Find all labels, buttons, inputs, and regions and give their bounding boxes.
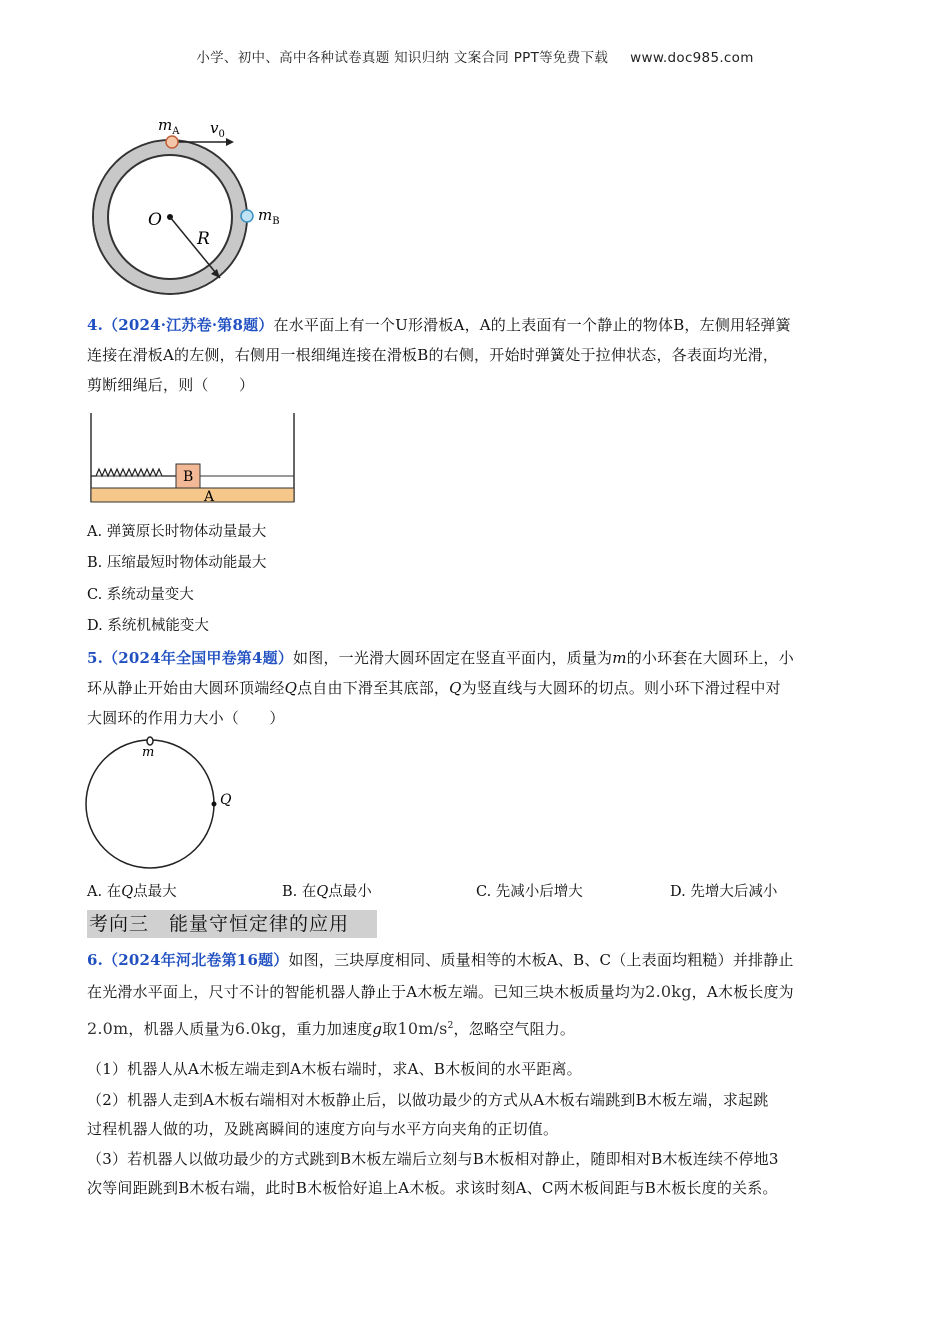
- label-mA: $m_A$: [158, 116, 180, 137]
- q6-part-1: （1）机器人从A木板左端走到A木板右端时，求A、B木板间的水平距离。: [87, 1060, 582, 1078]
- section-title: 考向三 能量守恒定律的应用: [87, 910, 377, 938]
- label-v0: $v_0$: [210, 119, 225, 140]
- q5-option-c[interactable]: C. 先减小后增大: [476, 884, 583, 900]
- q5-number: 5.（2024年全国甲卷第4题）: [87, 649, 294, 667]
- q4-option-c[interactable]: C. 系统动量变大: [87, 587, 194, 603]
- q5-stem: 5.（2024年全国甲卷第4题）如图，一光滑大圆环固定在竖直平面内，质量为m的小环套在大圆环上，小 环从静止开始由大圆环顶端经Q点自由下滑至其底部，Q为竖直线与大圆环的切点。则小环下滑过程中对 大圆环的作用力大小（ ）: [87, 643, 867, 733]
- q6-number: 6.（2024年河北卷第16题）: [87, 951, 289, 969]
- q5-text-3: 大圆环的作用力大小（ ）: [87, 709, 285, 727]
- header-text: 小学、初中、高中各种试卷真题 知识归纳 文案合同 PPT等免费下载: [196, 50, 609, 66]
- block-b-label: B: [183, 469, 194, 485]
- point-q: [212, 802, 217, 807]
- q4-option-b[interactable]: B. 压缩最短时物体动能最大: [87, 555, 267, 571]
- label-q: Q: [220, 792, 232, 808]
- q4-option-a[interactable]: A. 弹簧原长时物体动量最大: [87, 524, 267, 540]
- q4-text-2: 连接在滑板A的左侧，右侧用一根细绳连接在滑板B的右侧，开始时弹簧处于拉伸状态，各表面均光滑，: [87, 346, 779, 364]
- q4-stem: [87, 310, 867, 400]
- velocity-arrowhead: [226, 138, 234, 146]
- radius-line: [170, 217, 220, 278]
- ball-a: [166, 136, 178, 148]
- q5-option-d[interactable]: D. 先增大后减小: [670, 884, 778, 900]
- ring-figure: [80, 112, 300, 302]
- q4-option-d[interactable]: D. 系统机械能变大: [87, 618, 209, 634]
- label-O: O: [148, 210, 162, 230]
- q6-part-3: （3）若机器人以做功最少的方式跳到B木板左端后立刻与B木板相对静止，随即相对B木板连续不停地3 次等间距跳到B木板右端，此时B木板恰好追上A木板。求该时刻A、C两木板间距与B木板长度的关系。: [87, 1150, 779, 1197]
- q4-text-3: 剪断细绳后，则（ ）: [87, 376, 255, 394]
- label-mB: $m_B$: [258, 206, 280, 227]
- big-ring-figure: [82, 734, 252, 874]
- label-m: m: [142, 745, 155, 760]
- header-site-link[interactable]: www.doc985.com: [630, 50, 754, 66]
- board-a: [91, 488, 294, 502]
- small-ring: [147, 737, 153, 745]
- label-R: R: [197, 229, 210, 249]
- spring: [91, 469, 176, 476]
- q5-option-b[interactable]: B. 在Q点最小: [282, 884, 372, 900]
- q6-part-2: （2）机器人走到A木板右端相对木板静止后，以做功最少的方式从A木板右端跳到B木板左端，求起跳 过程机器人做的功，及跳离瞬间的速度方向与水平方向夹角的正切值。: [87, 1091, 769, 1138]
- q4-number: 4.（2024·江苏卷·第8题）: [87, 316, 274, 334]
- q4-text-1: 在水平面上有一个U形滑板A，A的上表面有一个静止的物体B，左侧用轻弹簧: [273, 316, 791, 334]
- ball-b: [241, 210, 253, 222]
- q6-stem: 6.（2024年河北卷第16题）如图，三块厚度相同、质量相等的木板A、B、C（上表面均粗糙）并排静止 在光滑水平面上，尺寸不计的智能机器人静止于A木板左端。已知三块木板质量均为2.0kg，A木板长度为 2.0m，机器人质量为6.0kg，重力加速度g取$10m/s^2$，忽略空气阻力。: [87, 951, 794, 1038]
- spring-board-figure: [86, 408, 301, 506]
- board-a-label: A: [204, 489, 215, 505]
- q5-option-a[interactable]: A. 在Q点最大: [87, 884, 177, 900]
- page-header: [0, 46, 950, 66]
